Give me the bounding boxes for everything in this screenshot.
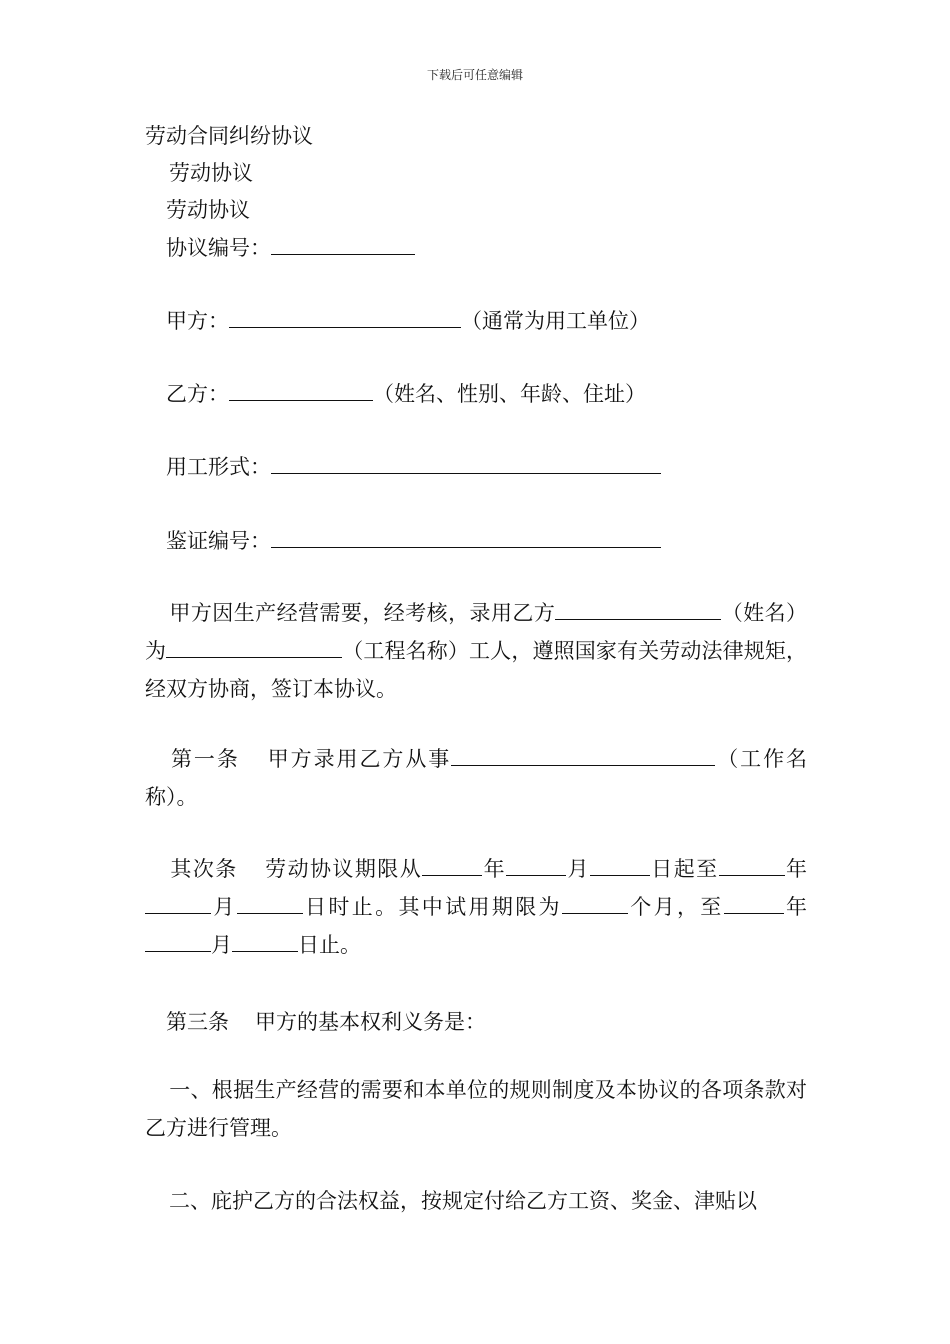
header-note: 下载后可任意编辑 bbox=[426, 68, 523, 82]
intro-part-1: 甲方因生产经营需要，经考核，录用乙方 bbox=[169, 601, 556, 625]
article-1-part-1: 甲方录用乙方从事 bbox=[265, 747, 452, 771]
year-text-2: 年 bbox=[784, 857, 808, 881]
article-1-blank bbox=[451, 748, 715, 766]
party-b-label: 乙方： bbox=[166, 382, 229, 406]
intro-blank-name bbox=[555, 602, 721, 620]
intro-part-3: （工程名称）工人，遵照国家有关劳动法律规矩，经双方协商，签订本协议。 bbox=[145, 639, 808, 701]
intro-part-2: （姓名）为 bbox=[145, 601, 808, 663]
employment-form-label: 用工形式： bbox=[166, 455, 271, 479]
subtitle-2: 劳动协议 bbox=[166, 198, 250, 222]
item-2 bbox=[145, 1182, 807, 1220]
verification-no-row bbox=[166, 530, 661, 552]
employment-form-blank bbox=[271, 456, 661, 474]
article-2-label: 其次条 bbox=[169, 857, 238, 881]
month-text: 月 bbox=[566, 857, 590, 881]
month-text-2: 月 bbox=[211, 895, 237, 919]
intro-paragraph bbox=[145, 594, 807, 708]
month-text-3: 月 bbox=[211, 933, 232, 957]
party-b-blank bbox=[229, 383, 373, 401]
party-b-row bbox=[166, 383, 646, 405]
agreement-no-label: 协议编号： bbox=[166, 236, 271, 260]
intro-blank-project bbox=[166, 640, 342, 658]
party-a-label: 甲方： bbox=[166, 309, 229, 333]
party-a-note: （通常为用工单位） bbox=[461, 309, 650, 333]
employment-form-row bbox=[166, 456, 661, 478]
verification-no-blank bbox=[271, 530, 661, 548]
article-2-part-1: 劳动协议期限从 bbox=[263, 857, 423, 881]
document-title: 劳动合同纠纷协议 bbox=[145, 124, 313, 148]
year-text-3: 年 bbox=[783, 895, 808, 919]
article-3-text: 甲方的基本权利义务是： bbox=[255, 1010, 486, 1034]
year-text: 年 bbox=[482, 857, 507, 881]
agreement-no-blank bbox=[271, 237, 415, 255]
party-a-row bbox=[166, 310, 650, 332]
party-b-note: （姓名、性别、年龄、住址） bbox=[373, 382, 646, 406]
article-3-label: 第三条 bbox=[166, 1010, 229, 1034]
article-1-label: 第一条 bbox=[169, 747, 240, 771]
months-to-text: 个月，至 bbox=[627, 895, 724, 919]
item-2-text: 二、庇护乙方的合法权益，按规定付给乙方工资、奖金、津贴以 bbox=[169, 1189, 757, 1213]
article-1-part-2: （工作名称）。 bbox=[145, 747, 808, 809]
day-end-text: 日止。 bbox=[298, 933, 361, 957]
item-1-text: 一、根据生产经营的需要和本单位的规则制度及本协议的各项条款对乙方进行管理。 bbox=[145, 1078, 807, 1140]
article-1 bbox=[145, 740, 807, 816]
verification-no-label: 鉴证编号： bbox=[166, 529, 271, 553]
agreement-no-row bbox=[166, 237, 415, 259]
article-2 bbox=[145, 850, 807, 964]
subtitle-1: 劳动协议 bbox=[169, 161, 253, 185]
item-1 bbox=[145, 1071, 807, 1147]
article-3 bbox=[166, 1012, 486, 1033]
day-from-text: 日起至 bbox=[649, 857, 719, 881]
party-a-blank bbox=[229, 310, 461, 328]
day-to-text: 日时止。其中试用期限为 bbox=[302, 895, 562, 919]
